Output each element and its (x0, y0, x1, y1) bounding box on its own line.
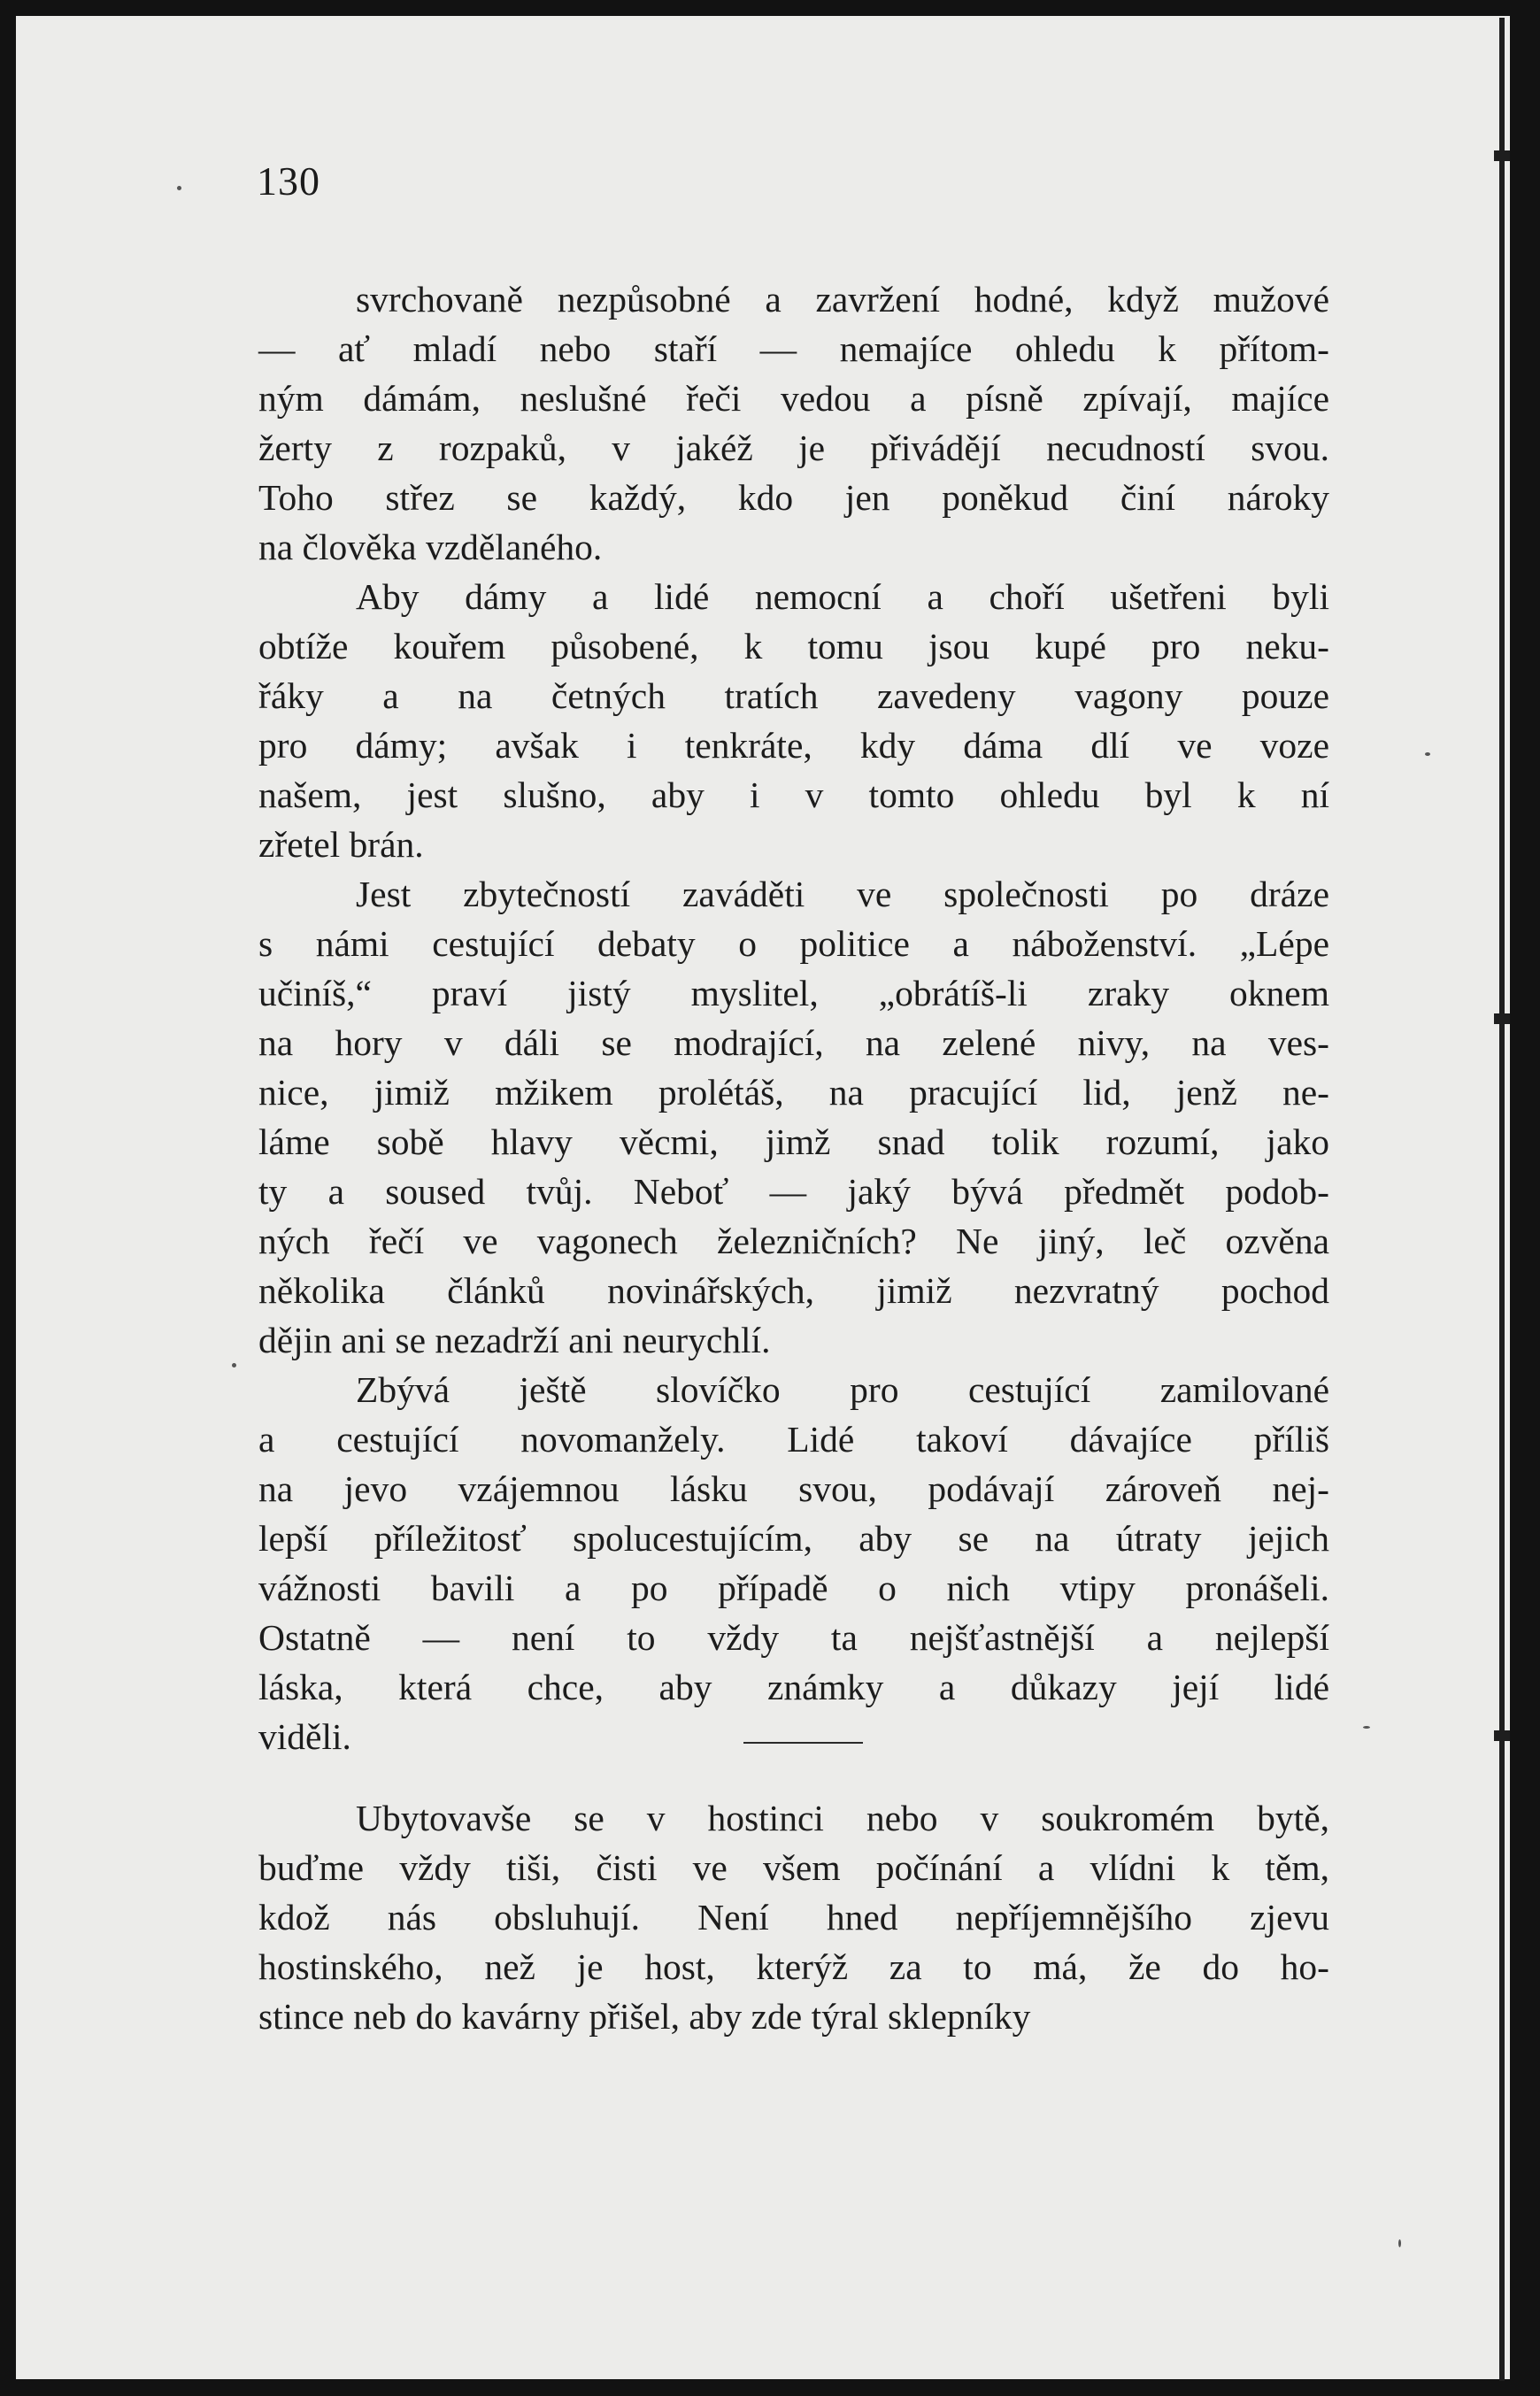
binding-edge-tick (1494, 150, 1510, 161)
text-line: zřetel brán. (258, 824, 424, 865)
binding-edge-tick (1494, 1730, 1510, 1741)
text-line: — ať mladí nebo staří — nemajíce ohledu k přítom- (258, 328, 1329, 369)
scan-speck (177, 186, 181, 190)
text-line: stince neb do kavárny přišel, aby zde týral sklepníky (258, 1996, 1031, 2037)
text-line: ty a soused tvůj. Neboť — jaký bývá předmět podob- (258, 1171, 1329, 1212)
scan-border-right (1510, 0, 1540, 2396)
scan-speck (1363, 1726, 1370, 1729)
text-line: na jevo vzájemnou lásku svou, podávají zároveň nej- (258, 1468, 1329, 1509)
scan-speck (232, 1363, 236, 1367)
text-line: ných řečí ve vagonech železničních? Ne jiný, leč ozvěna (258, 1221, 1329, 1261)
paragraph (258, 1793, 1329, 2041)
text-line: a cestující novomanžely. Lidé takoví dávajíce příliš (258, 1419, 1329, 1460)
text-line: Aby dámy a lidé nemocní a choří ušetřeni byli (356, 576, 1329, 617)
text-line: svrchovaně nezpůsobné a zavržení hodné, když mužové (356, 279, 1329, 320)
text-line: s námi cestující debaty o politice a náboženství. „Lépe (258, 923, 1329, 964)
text-line: ným dámám, neslušné řeči vedou a písně zpívají, majíce (258, 378, 1329, 419)
text-line: Zbývá ještě slovíčko pro cestující zamilované (356, 1369, 1329, 1410)
paragraph (258, 274, 1329, 572)
text-line: učiníš,“ praví jistý myslitel, „obrátíš-li zraky oknem (258, 973, 1329, 1013)
text-line: Toho střez se každý, kdo jen poněkud činí nároky (258, 477, 1329, 518)
page-number: 130 (257, 158, 320, 204)
text-line: nice, jimiž mžikem prolétáš, na pracující lid, jenž ne- (258, 1072, 1329, 1113)
text-line: Ubytovavše se v hostinci nebo v soukromém bytě, (356, 1798, 1329, 1838)
paragraph (258, 869, 1329, 1365)
section-separator-rule (743, 1742, 863, 1744)
scan-speck (1425, 752, 1430, 756)
scan-speck (1398, 2239, 1401, 2247)
scan-border-left (0, 0, 16, 2396)
text-line: hostinského, než je host, kterýž za to má, že do ho- (258, 1946, 1329, 1987)
text-line: našem, jest slušno, aby i v tomto ohledu byl k ní (258, 774, 1329, 815)
text-line: na člověka vzdělaného. (258, 527, 603, 567)
body-text-upper (258, 274, 1329, 1761)
text-line: žerty z rozpaků, v jakéž je přivádějí necudností svou. (258, 428, 1329, 468)
binding-edge-tick (1494, 1013, 1510, 1024)
text-line: řáky a na četných tratích zavedeny vagony pouze (258, 675, 1329, 716)
text-line: pro dámy; avšak i tenkráte, kdy dáma dlí ve voze (258, 725, 1329, 766)
text-line: kdož nás obsluhují. Není hned nepříjemnějšího zjevu (258, 1897, 1329, 1938)
binding-edge-rule (1499, 18, 1505, 2381)
text-line: Jest zbytečností zaváděti ve společnosti po dráze (356, 874, 1329, 914)
text-line: láska, která chce, aby známky a důkazy její lidé (258, 1667, 1329, 1707)
text-line: vážnosti bavili a po případě o nich vtipy pronášeli. (258, 1568, 1329, 1608)
text-line: dějin ani se nezadrží ani neurychlí. (258, 1320, 771, 1360)
text-line: na hory v dáli se modrající, na zelené nivy, na ves- (258, 1022, 1329, 1063)
text-line: několika článků novinářských, jimiž nezvratný pochod (258, 1270, 1329, 1311)
text-line: Ostatně — není to vždy ta nejšťastnější a nejlepší (258, 1617, 1329, 1658)
text-line: obtíže kouřem působené, k tomu jsou kupé pro neku- (258, 626, 1329, 666)
text-line: viděli. (258, 1716, 351, 1757)
scan-border-top (0, 0, 1540, 16)
body-text-lower (258, 1793, 1329, 2041)
scan-border-bottom (0, 2379, 1540, 2396)
paragraph (258, 572, 1329, 869)
paragraph (258, 1365, 1329, 1761)
text-line: lepší příležitosť spolucestujícím, aby se na útraty jejich (258, 1518, 1329, 1559)
text-line: láme sobě hlavy věcmi, jimž snad tolik rozumí, jako (258, 1121, 1329, 1162)
text-line: buďme vždy tiši, čisti ve všem počínání a vlídni k těm, (258, 1847, 1329, 1888)
